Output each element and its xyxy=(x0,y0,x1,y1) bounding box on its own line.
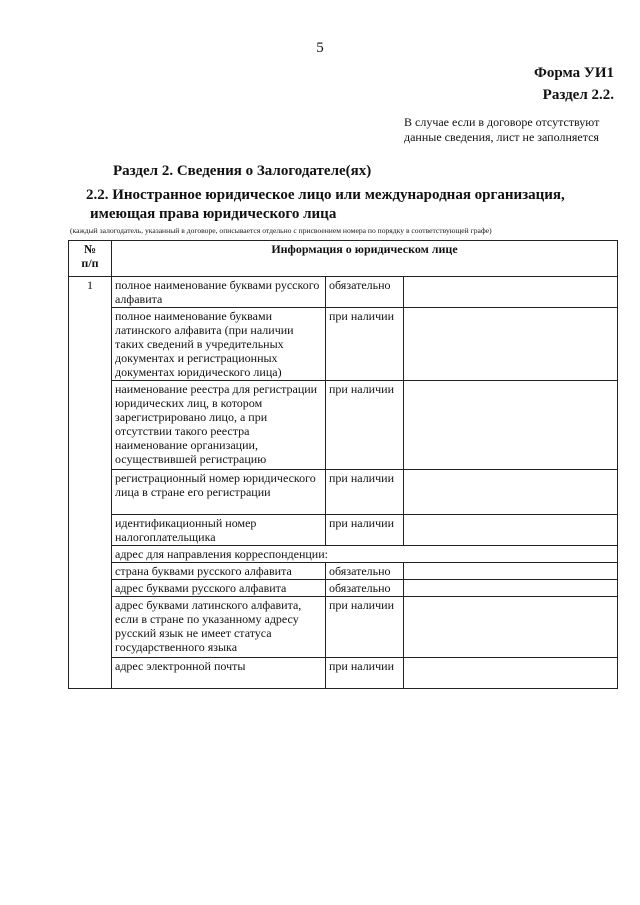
row-label: адрес электронной почты xyxy=(112,658,326,689)
value-cell[interactable] xyxy=(404,308,618,381)
row-label: регистрационный номер юридического лица в стране его регистрации xyxy=(112,470,326,515)
fill-note-line2: данные сведения, лист не заполняется xyxy=(404,130,599,144)
value-cell[interactable] xyxy=(404,563,618,580)
header-info: Информация о юридическом лице xyxy=(112,241,618,277)
section-title: Раздел 2. Сведения о Залогодателе(ях) xyxy=(113,163,372,179)
table-header-row xyxy=(69,241,618,277)
table-row xyxy=(69,563,618,580)
subsection-title-line1: 2.2. Иностранное юридическое лицо или международная организация, xyxy=(86,187,565,203)
table-row xyxy=(69,658,618,689)
row-label: идентификационный номер налогоплательщика xyxy=(112,515,326,546)
table-row xyxy=(69,546,618,563)
row-requirement: обязательно xyxy=(326,277,404,308)
table-row xyxy=(69,597,618,658)
value-cell[interactable] xyxy=(404,515,618,546)
row-label: страна буквами русского алфавита xyxy=(112,563,326,580)
table-row xyxy=(69,470,618,515)
subsection-title-line2: имеющая права юридического лица xyxy=(90,206,337,222)
row-requirement: при наличии xyxy=(326,381,404,470)
row-label: полное наименование буквами латинского алфавита (при наличии таких сведений в учредительных документах и регистрационных документах юридического лица) xyxy=(112,308,326,381)
table-row xyxy=(69,308,618,381)
header-num: № п/п xyxy=(69,241,112,277)
table-row xyxy=(69,515,618,546)
row-requirement: обязательно xyxy=(326,580,404,597)
address-heading: адрес для направления корреспонденции: xyxy=(112,546,618,563)
row-label: наименование реестра для регистрации юридических лиц, в котором зарегистрировано лицо, а при отсутствии такого реестра наименование организации, осуществившей регистрацию xyxy=(112,381,326,470)
row-requirement: при наличии xyxy=(326,597,404,658)
subsection-title xyxy=(86,186,626,224)
form-title: Форма УИ1 xyxy=(533,65,614,81)
page-number: 5 xyxy=(316,40,324,56)
row-requirement: при наличии xyxy=(326,470,404,515)
table-row xyxy=(69,580,618,597)
form-section: Раздел 2.2. xyxy=(542,87,614,103)
row-requirement: обязательно xyxy=(326,563,404,580)
row-label: адрес буквами русского алфавита xyxy=(112,580,326,597)
value-cell[interactable] xyxy=(404,597,618,658)
row-requirement: при наличии xyxy=(326,658,404,689)
value-cell[interactable] xyxy=(404,580,618,597)
legal-entity-table xyxy=(68,240,618,689)
table-row xyxy=(69,277,618,308)
fill-note-line1: В случае если в договоре отсутствуют xyxy=(404,115,600,129)
fill-note xyxy=(404,115,624,145)
small-note: (каждый залогодатель, указанный в договоре, описывается отдельно с присвоением номера по порядку в соответствующей графе) xyxy=(70,226,492,235)
value-cell[interactable] xyxy=(404,658,618,689)
row-number: 1 xyxy=(69,277,112,689)
table-row xyxy=(69,381,618,470)
value-cell[interactable] xyxy=(404,277,618,308)
row-label: полное наименование буквами русского алфавита xyxy=(112,277,326,308)
form-header xyxy=(534,62,614,106)
value-cell[interactable] xyxy=(404,470,618,515)
row-requirement: при наличии xyxy=(326,515,404,546)
row-label: адрес буквами латинского алфавита, если в стране по указанному адресу русский язык не имеет статуса государственного языка xyxy=(112,597,326,658)
value-cell[interactable] xyxy=(404,381,618,470)
row-requirement: при наличии xyxy=(326,308,404,381)
